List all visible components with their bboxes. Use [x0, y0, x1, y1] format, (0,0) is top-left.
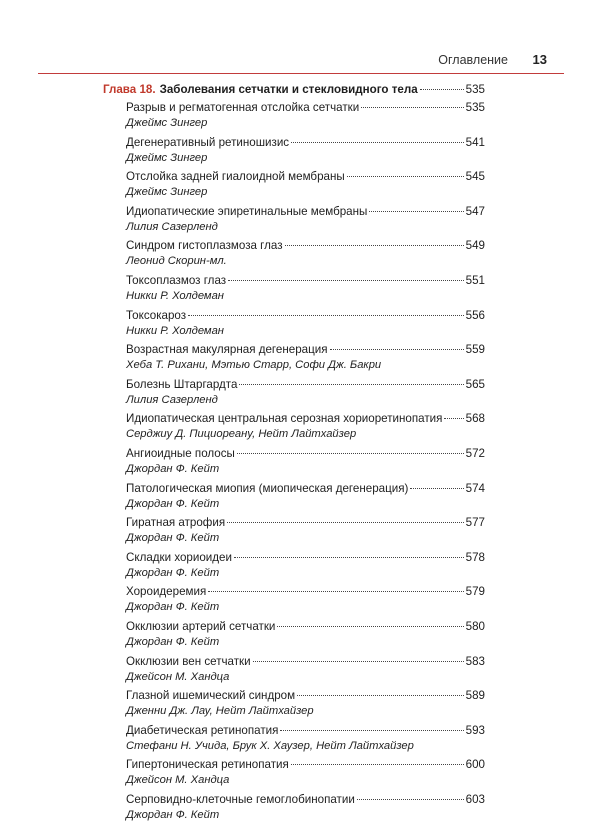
chapter-prefix: Глава 18.: [103, 83, 156, 96]
leader-dots: [227, 522, 464, 523]
entry-author: Никки Р. Холдеман: [126, 324, 224, 337]
entry-title: Глазной ишемический синдром: [126, 689, 296, 703]
toc-entry: [126, 377, 485, 393]
entry-title: Гипертоническая ретинопатия: [126, 758, 289, 772]
toc-entry: [126, 688, 485, 704]
toc-entries: [0, 100, 600, 823]
toc-entry: [126, 169, 485, 185]
toc-entry: [126, 515, 485, 531]
entry-page: 549: [465, 239, 485, 253]
leader-dots: [277, 626, 463, 627]
entry-page: 603: [465, 792, 485, 806]
leader-dots: [361, 107, 463, 108]
entry-author: Джейсон М. Хандца: [126, 774, 230, 787]
leader-dots: [228, 280, 464, 281]
leader-dots: [285, 245, 464, 246]
leader-dots: [297, 695, 464, 696]
entry-page: 547: [465, 204, 485, 218]
entry-page: 589: [465, 689, 485, 703]
entry-title: Разрыв и регматогенная отслойка сетчатки: [126, 101, 360, 114]
leader-dots: [237, 453, 464, 454]
toc-entry: [126, 135, 485, 151]
toc-entry: [126, 723, 485, 739]
toc-entry: [126, 481, 485, 497]
leader-dots: [357, 799, 464, 800]
leader-dots: [208, 591, 463, 592]
toc-entry: [126, 792, 485, 808]
entry-page: 556: [465, 308, 485, 322]
toc-entry: [126, 757, 485, 773]
leader-dots: [291, 142, 464, 143]
entry-author: Серджиу Д. Пициореану, Нейт Лайтхайзер: [126, 428, 357, 441]
entry-page: 541: [465, 135, 485, 149]
entry-page: 577: [465, 516, 485, 530]
leader-dots: [444, 418, 463, 419]
entry-author: Хеба Т. Рихани, Мэтью Старр, Софи Дж. Бакри: [126, 359, 382, 372]
entry-title: Окклюзии артерий сетчатки: [126, 619, 276, 633]
entry-author: Лилия Сазерленд: [126, 220, 218, 233]
entry-author: Джейсон М. Хандца: [126, 670, 230, 683]
leader-dots: [253, 661, 464, 662]
entry-page: 572: [465, 446, 485, 460]
leader-dots: [239, 384, 463, 385]
entry-title: Болезнь Штаргардта: [126, 377, 238, 391]
entry-author: Джордан Ф. Кейт: [126, 601, 220, 614]
chapter-title: Заболевания сетчатки и стекловидного тела: [159, 83, 418, 96]
entry-title: Гиратная атрофия: [126, 516, 226, 530]
leader-dots: [330, 349, 464, 350]
toc-entry: [126, 446, 485, 462]
entry-author: Леонид Скорин-мл.: [126, 255, 227, 268]
header-section-title: Оглавление: [438, 53, 508, 67]
leader-dots: [369, 211, 463, 212]
entry-author: Джеймс Зингер: [126, 151, 208, 164]
entry-title: Токсокароз: [126, 308, 187, 322]
toc-entry: [126, 100, 485, 116]
entry-title: Возрастная макулярная дегенерация: [126, 343, 328, 357]
entry-title: Окклюзии вен сетчатки: [126, 654, 251, 668]
entry-title: Токсоплазмоз глаз: [126, 273, 227, 287]
entry-page: 578: [465, 550, 485, 564]
entry-page: 600: [465, 758, 485, 772]
entry-page: 579: [465, 585, 485, 599]
header-rule: [38, 73, 564, 74]
entry-author: Джордан Ф. Кейт: [126, 808, 220, 821]
entry-page: 568: [465, 412, 485, 426]
toc-entry: [126, 550, 485, 566]
entry-author: Джеймс Зингер: [126, 117, 208, 129]
leader-dots: [410, 488, 463, 489]
entry-page: 545: [465, 170, 485, 184]
entry-title: Идиопатические эпиретинальные мембраны: [126, 204, 368, 218]
entry-page: 559: [465, 343, 485, 357]
entry-title: Дегенеративный ретиношизис: [126, 135, 290, 149]
leader-dots: [234, 557, 464, 558]
entry-page: 551: [465, 273, 485, 287]
entry-author: Дженни Дж. Лау, Нейт Лайтхайзер: [126, 705, 314, 718]
leader-dots: [188, 315, 464, 316]
entry-page: 580: [465, 619, 485, 633]
leader-dots: [420, 89, 464, 90]
toc-entry: [126, 273, 485, 289]
entry-title: Отслойка задней гиалоидной мембраны: [126, 170, 345, 184]
entry-author: Джордан Ф. Кейт: [126, 566, 220, 579]
entry-author: Джордан Ф. Кейт: [126, 635, 220, 648]
toc-entry: [126, 342, 485, 358]
entry-title: Патологическая миопия (миопическая дегенерация): [126, 481, 409, 495]
entry-title: Складки хориоидеи: [126, 550, 232, 564]
toc-entry: [126, 308, 485, 324]
entry-author: Лилия Сазерленд: [126, 393, 218, 406]
entry-author: Стефани Н. Учида, Брук Х. Хаузер, Нейт Лайтхайзер: [126, 739, 414, 752]
entry-author: Никки Р. Холдеман: [126, 289, 224, 302]
toc-entry: [126, 238, 485, 254]
entry-title: Идиопатическая центральная серозная хориоретинопатия: [126, 412, 443, 426]
leader-dots: [347, 176, 464, 177]
chapter-heading: [103, 82, 485, 98]
toc-entry: [126, 654, 485, 670]
leader-dots: [280, 730, 463, 731]
header-page-number: 13: [532, 52, 547, 67]
running-header: [0, 0, 600, 74]
entry-page: 565: [465, 377, 485, 391]
toc-entry: [126, 619, 485, 635]
entry-author: Джордан Ф. Кейт: [126, 462, 220, 475]
entry-page: 574: [465, 481, 485, 495]
entry-title: Синдром гистоплазмоза глаз: [126, 239, 283, 253]
entry-author: Джеймс Зингер: [126, 186, 208, 199]
entry-title: Диабетическая ретинопатия: [126, 723, 279, 737]
entry-page: 583: [465, 654, 485, 668]
toc-entry: [126, 584, 485, 600]
entry-title: Хороидеремия: [126, 585, 207, 599]
chapter-page: 535: [465, 83, 485, 96]
table-of-contents: [0, 82, 600, 826]
entry-author: Джордан Ф. Кейт: [126, 497, 220, 510]
entry-title: Ангиоидные полосы: [126, 446, 235, 460]
entry-title: Серповидно-клеточные гемоглобинопатии: [126, 792, 355, 806]
entry-page: 535: [465, 101, 485, 114]
toc-entry: [126, 411, 485, 427]
leader-dots: [291, 764, 464, 765]
toc-entry: [126, 204, 485, 220]
entry-page: 593: [465, 723, 485, 737]
entry-author: Джордан Ф. Кейт: [126, 532, 220, 545]
